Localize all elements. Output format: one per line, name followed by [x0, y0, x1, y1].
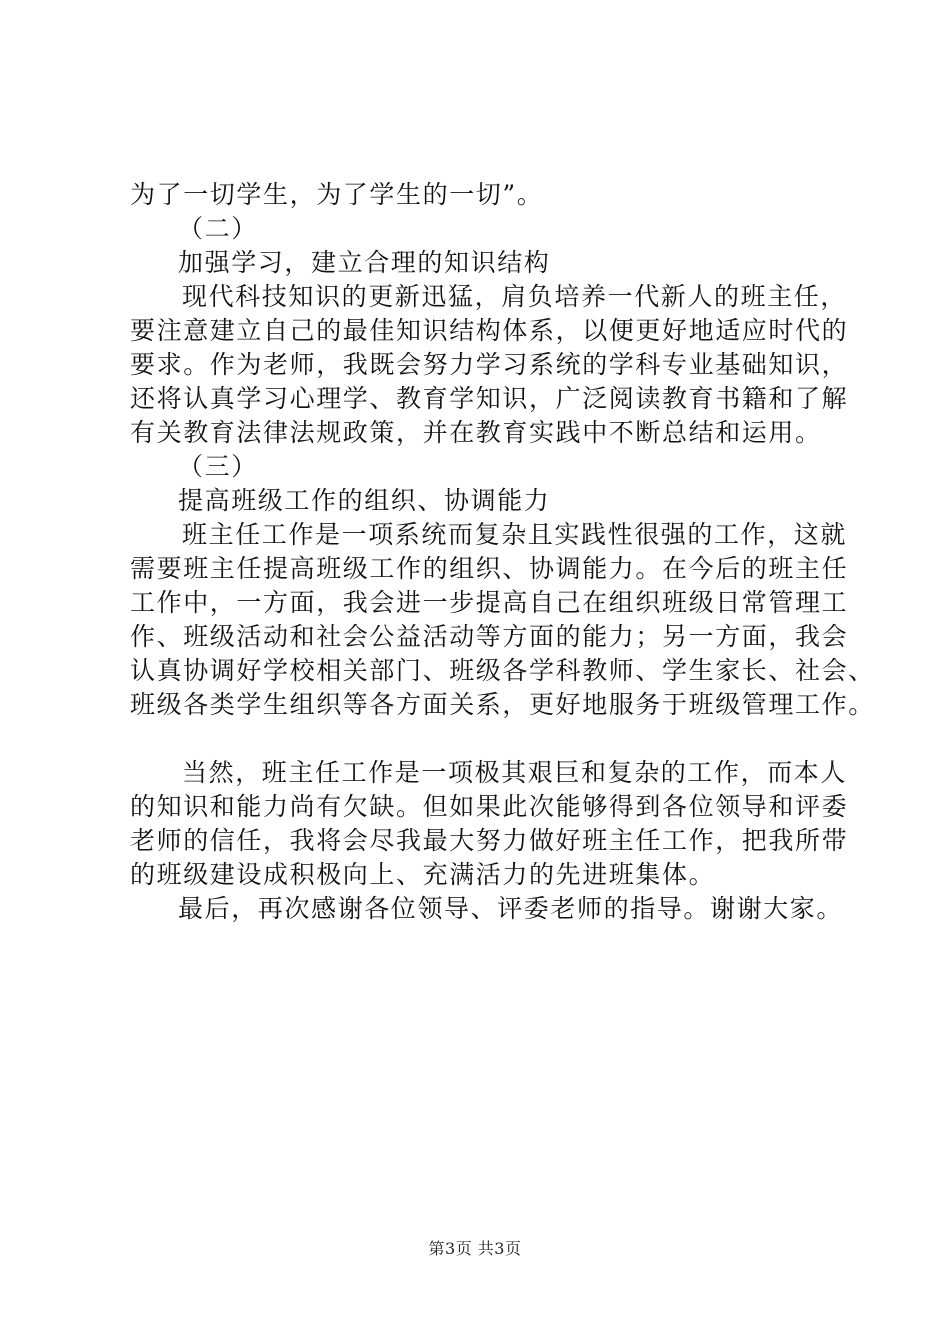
section-heading: 提高班级工作的组织、协调能力 [178, 486, 551, 515]
paragraph-line: 为了一切学生，为了学生的一切”。 [130, 180, 544, 209]
paragraph-line: 要求。作为老师，我既会努力学习系统的学科专业基础知识， [130, 350, 849, 379]
page-footer: 第3页 共3页 [428, 1239, 522, 1258]
section-number: （二） [178, 214, 258, 243]
paragraph-line: 最后，再次感谢各位领导、评委老师的指导。谢谢大家。 [178, 894, 844, 923]
paragraph-line: 老师的信任，我将会尽我最大努力做好班主任工作，把我所带 [130, 826, 849, 855]
paragraph-line: 现代科技知识的更新迅猛，肩负培养一代新人的班主任， [182, 282, 848, 311]
paragraph-line: 有关教育法律法规政策，并在教育实践中不断总结和运用。 [130, 418, 822, 447]
paragraph-line: 班主任工作是一项系统而复杂且实践性很强的工作，这就 [182, 520, 848, 549]
section-number: （三） [178, 452, 258, 481]
paragraph-line: 要注意建立自己的最佳知识结构体系，以便更好地适应时代的 [130, 316, 849, 345]
paragraph-line: 认真协调好学校相关部门、班级各学科教师、学生家长、社会、 [130, 656, 875, 685]
paragraph-line: 的班级建设成积极向上、充满活力的先进班集体。 [130, 860, 716, 889]
paragraph-line: 班级各类学生组织等各方面关系，更好地服务于班级管理工作。 [130, 690, 875, 719]
paragraph-line: 还将认真学习心理学、教育学知识，广泛阅读教育书籍和了解 [130, 384, 849, 413]
paragraph-line: 的知识和能力尚有欠缺。但如果此次能够得到各位领导和评委 [130, 792, 849, 821]
paragraph-line: 工作中，一方面，我会进一步提高自己在组织班级日常管理工 [130, 588, 849, 617]
paragraph-line: 需要班主任提高班级工作的组织、协调能力。在今后的班主任 [130, 554, 849, 583]
paragraph-line: 当然，班主任工作是一项极其艰巨和复杂的工作，而本人 [182, 758, 848, 787]
section-heading: 加强学习，建立合理的知识结构 [178, 248, 551, 277]
paragraph-line: 作、班级活动和社会公益活动等方面的能力；另一方面，我会 [130, 622, 849, 651]
